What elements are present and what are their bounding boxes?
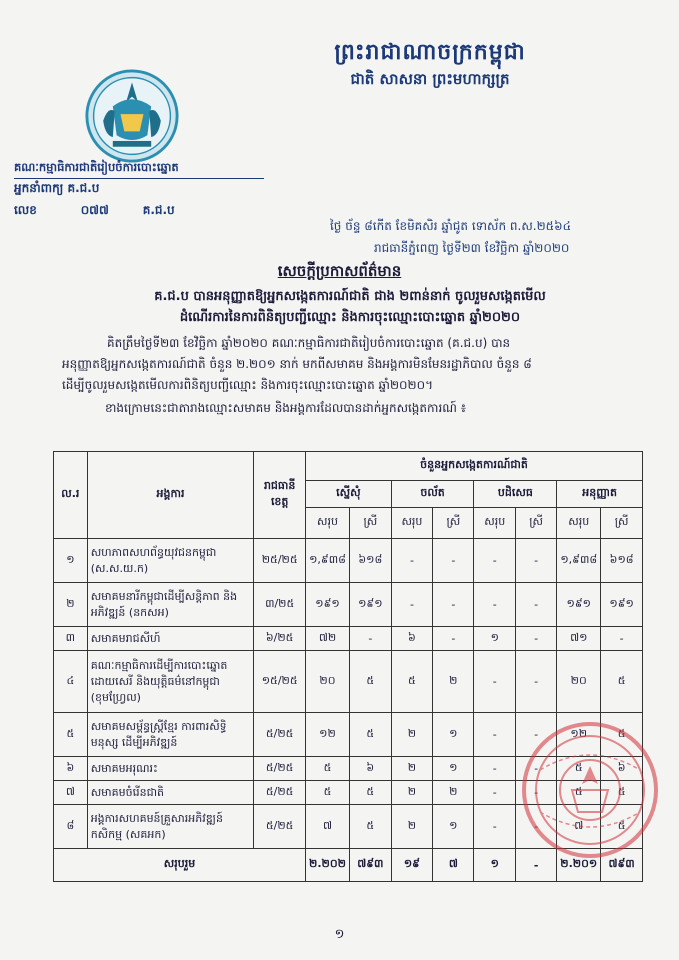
observer-count-cell: - — [474, 713, 516, 757]
observer-count-cell: - — [433, 627, 474, 651]
observer-count-cell: ៧ — [306, 805, 350, 849]
observer-count-cell: - — [474, 583, 516, 627]
observer-count-cell: - — [349, 627, 391, 651]
observer-count-cell: ១ — [433, 713, 474, 757]
province-coverage: ៥/២៥ — [254, 713, 306, 757]
reference-line — [14, 202, 175, 220]
header-org: អង្គការ — [87, 452, 254, 539]
observer-count-cell: ៥ — [349, 781, 391, 805]
organization-name: សមាគមចំរើនជាតិ — [87, 781, 254, 805]
row-number: ១ — [54, 539, 88, 583]
observer-count-cell: - — [474, 757, 516, 781]
reference-org: គ.ជ.ប — [142, 203, 175, 217]
observer-count-cell: ១,៩៣៨ — [306, 539, 350, 583]
observer-count-cell: - — [515, 713, 556, 757]
province-coverage: ១៥/២៥ — [254, 651, 306, 713]
press-release-body — [62, 333, 642, 396]
observer-count-cell: ១៩១ — [601, 583, 643, 627]
row-number: ៤ — [54, 651, 88, 713]
observer-count-cell: - — [515, 539, 556, 583]
total-count-cell: ២.២០២ — [306, 849, 350, 882]
total-count-cell: ៧៩៣ — [349, 849, 391, 882]
organization-name: សមាគមនារីកម្ពុជាដើម្បីសន្តិភាព និងអភិវឌ្ឍន៍ (នកសអ) — [87, 583, 254, 627]
observer-count-cell: ៥ — [349, 651, 391, 713]
body-line: ដើម្បីចូលរួមសង្កេតមើលការពិនិត្យបញ្ជីឈ្មោះ និងការចុះឈ្មោះបោះឆ្នោត ឆ្នាំ២០២០។ — [62, 378, 434, 392]
table-row — [54, 651, 643, 713]
subheader-total: សរុប — [391, 508, 433, 539]
row-number: ៥ — [54, 713, 88, 757]
observer-count-cell: ៦ — [391, 627, 433, 651]
observer-count-cell: ៥ — [601, 781, 643, 805]
observer-count-cell: ៥ — [349, 713, 391, 757]
observer-count-cell: ៦ — [349, 757, 391, 781]
row-number: ២ — [54, 583, 88, 627]
spokesperson-label: អ្នកនាំពាក្យ គ.ជ.ប — [14, 181, 100, 195]
observer-count-cell: ១ — [433, 757, 474, 781]
observer-count-cell: - — [474, 781, 516, 805]
table-row — [54, 627, 643, 651]
observer-count-cell: ៧២ — [306, 627, 350, 651]
observer-count-cell: ៥ — [557, 781, 601, 805]
observer-count-cell: ២០ — [557, 651, 601, 713]
observer-count-cell: ១ — [433, 805, 474, 849]
official-seal-icon — [520, 720, 660, 860]
row-number: ៣ — [54, 627, 88, 651]
royal-emblem-icon — [84, 68, 180, 164]
observer-count-cell: ៦១៨ — [601, 539, 643, 583]
header-no: ល.រ — [54, 452, 88, 539]
province-coverage: ៣/២៥ — [254, 583, 306, 627]
total-count-cell: ១៩ — [391, 849, 433, 882]
observer-count-cell: ៥ — [391, 651, 433, 713]
observer-count-cell: ៧១ — [557, 627, 601, 651]
observer-count-cell: ២ — [391, 781, 433, 805]
organization-name: គណៈកម្មាធិការដើម្បីការបោះឆ្នោតដោយសេរី និងយុត្តិធម៌នៅកម្ពុជា (ខុមហ្វ្រែល) — [87, 651, 254, 713]
heading-line: គ.ជ.ប បានអនុញ្ញាតឱ្យអ្នកសង្កេតការណ៍ជាតិ ជាង ២ពាន់នាក់ ចូលរួមសង្កេតមើល — [154, 289, 546, 304]
observer-count-cell: ៥ — [349, 805, 391, 849]
observer-count-cell: ៦ — [601, 757, 643, 781]
header-coverage: រាជធានី ខេត្ត — [254, 452, 306, 539]
observer-count-cell: - — [391, 539, 433, 583]
national-motto: ជាតិ សាសនា ព្រះមហាក្សត្រ — [350, 70, 510, 88]
lunar-date: ថ្ងៃ ច័ន្ទ ៨កើត ខែមិគសិរ ឆ្នាំជូត ទោស័ក ព.ស.២៥៦៤ — [330, 219, 572, 233]
province-coverage: ២៥/២៥ — [254, 539, 306, 583]
subheader-total: សរុប — [557, 508, 601, 539]
subheader-female: ស្រី — [515, 508, 556, 539]
observer-count-cell: ២ — [391, 757, 433, 781]
press-release-title: សេចក្តីប្រកាសព័ត៌មាន — [277, 262, 402, 280]
observer-count-cell: - — [515, 627, 556, 651]
observer-count-cell: ១ — [474, 627, 516, 651]
header-group-requested: ស្នើសុំ — [306, 481, 392, 508]
observer-count-cell: ២ — [433, 781, 474, 805]
observer-count-cell: - — [474, 539, 516, 583]
observer-count-cell: - — [515, 583, 556, 627]
observer-count-cell: - — [474, 805, 516, 849]
header-group-mobile: ចល័ត — [391, 481, 474, 508]
table-row — [54, 539, 643, 583]
gregorian-date: រាជធានីភ្នំពេញ ថ្ងៃទី២៣ ខែវិច្ឆិកា ឆ្នាំ២០២០ — [374, 241, 570, 255]
province-coverage: ៥/២៥ — [254, 757, 306, 781]
total-count-cell: ៧ — [433, 849, 474, 882]
observer-count-cell: ២ — [433, 651, 474, 713]
observer-count-cell: - — [474, 651, 516, 713]
organization-name: សមាគមរាជសីហ៍ — [87, 627, 254, 651]
subheader-female: ស្រី — [433, 508, 474, 539]
province-coverage: ៥/២៥ — [254, 805, 306, 849]
total-count-cell: - — [515, 849, 556, 882]
province-coverage: ៦/២៥ — [254, 627, 306, 651]
table-intro: ខាងក្រោមនេះជាតារាងឈ្មោះសមាគម និងអង្គការដែលបានដាក់អ្នកសង្កេតការណ៍ ៖ — [105, 401, 467, 415]
heading-line: ដំណើរការនៃការពិនិត្យបញ្ជីឈ្មោះ និងការចុះឈ្មោះបោះឆ្នោត ឆ្នាំ២០២០ — [179, 310, 521, 325]
observer-count-cell: - — [515, 781, 556, 805]
press-release-heading — [70, 286, 630, 328]
kingdom-title: ព្រះរាជាណាចក្រកម្ពុជា — [334, 40, 526, 65]
observer-count-cell: ៧ — [557, 805, 601, 849]
page-number: ១ — [334, 927, 345, 942]
body-line: គិតត្រឹមថ្ងៃទី២៣ ខែវិច្ឆិកា ឆ្នាំ២០២០ គណៈកម្មាធិការជាតិរៀបចំការបោះឆ្នោត (គ.ជ.ប) បាន — [107, 336, 511, 350]
observer-count-cell: ១៩១ — [557, 583, 601, 627]
observer-count-cell: ២ — [391, 805, 433, 849]
organization-name: អង្គការសហគមន៍គ្រួសារអភិវឌ្ឍន៍កសិកម្ម (សគអក) — [87, 805, 254, 849]
observer-count-cell: ១៩១ — [349, 583, 391, 627]
organization-name: សមាគមសម្ព័ន្ធស្ត្រីខ្មែរ ការពារសិទ្ធិមនុស្ស ដើម្បីអភិវឌ្ឍន៍ — [87, 713, 254, 757]
table-row — [54, 583, 643, 627]
observer-count-cell: ៥ — [306, 757, 350, 781]
total-count-cell: ៧៩៣ — [601, 849, 643, 882]
observer-count-cell: - — [391, 583, 433, 627]
observer-count-cell: ២ — [391, 713, 433, 757]
province-coverage: ៥/២៥ — [254, 781, 306, 805]
observer-count-cell: - — [515, 805, 556, 849]
observer-count-cell: ២០ — [306, 651, 350, 713]
observer-count-cell: ១៩១ — [306, 583, 350, 627]
observer-count-cell: ១,៩៣៨ — [557, 539, 601, 583]
subheader-total: សរុប — [474, 508, 516, 539]
committee-name: គណៈកម្មាធិការជាតិរៀបចំការបោះឆ្នោត — [14, 160, 264, 179]
observer-count-cell: ១២ — [557, 713, 601, 757]
subheader-female: ស្រី — [601, 508, 643, 539]
reference-number: ០៧៧ — [80, 203, 109, 217]
observer-count-cell: ៥ — [601, 713, 643, 757]
observer-count-cell: ៥ — [306, 781, 350, 805]
observer-count-cell: ៥ — [601, 651, 643, 713]
total-count-cell: ២.២០១ — [557, 849, 601, 882]
observer-count-cell: - — [515, 757, 556, 781]
observer-count-cell: ១២ — [306, 713, 350, 757]
header-group-rejected: បដិសេធ — [474, 481, 557, 508]
observer-count-cell: ៥ — [601, 805, 643, 849]
observer-count-cell: ៦១៨ — [349, 539, 391, 583]
row-number: ៨ — [54, 805, 88, 849]
header-observer-count: ចំនួនអ្នកសង្កេតការណ៍ជាតិ — [306, 452, 643, 481]
observer-count-cell: - — [515, 651, 556, 713]
total-count-cell: ១ — [474, 849, 516, 882]
observer-count-cell: ៥ — [557, 757, 601, 781]
header-group-approved: អនុញ្ញាត — [557, 481, 643, 508]
reference-label: លេខ — [14, 203, 37, 217]
body-line: អនុញ្ញាតឱ្យអ្នកសង្កេតការណ៍ជាតិ ចំនួន ២.២០១ នាក់ មកពីសមាគម និងអង្គការមិនមែនរដ្ឋាភិបាល ចំនួន ៨ — [62, 357, 532, 371]
subheader-female: ស្រី — [349, 508, 391, 539]
observer-count-cell: - — [433, 539, 474, 583]
subheader-total: សរុប — [306, 508, 350, 539]
observer-count-cell: - — [433, 583, 474, 627]
observer-count-cell: - — [601, 627, 643, 651]
row-number: ៧ — [54, 781, 88, 805]
total-label: សរុបរួម — [54, 849, 306, 882]
organization-name: សហភាពសហព័ន្ធយុវជនកម្ពុជា (ស.ស.យ.ក) — [87, 539, 254, 583]
row-number: ៦ — [54, 757, 88, 781]
organization-name: សមាគមអរុណរះ — [87, 757, 254, 781]
